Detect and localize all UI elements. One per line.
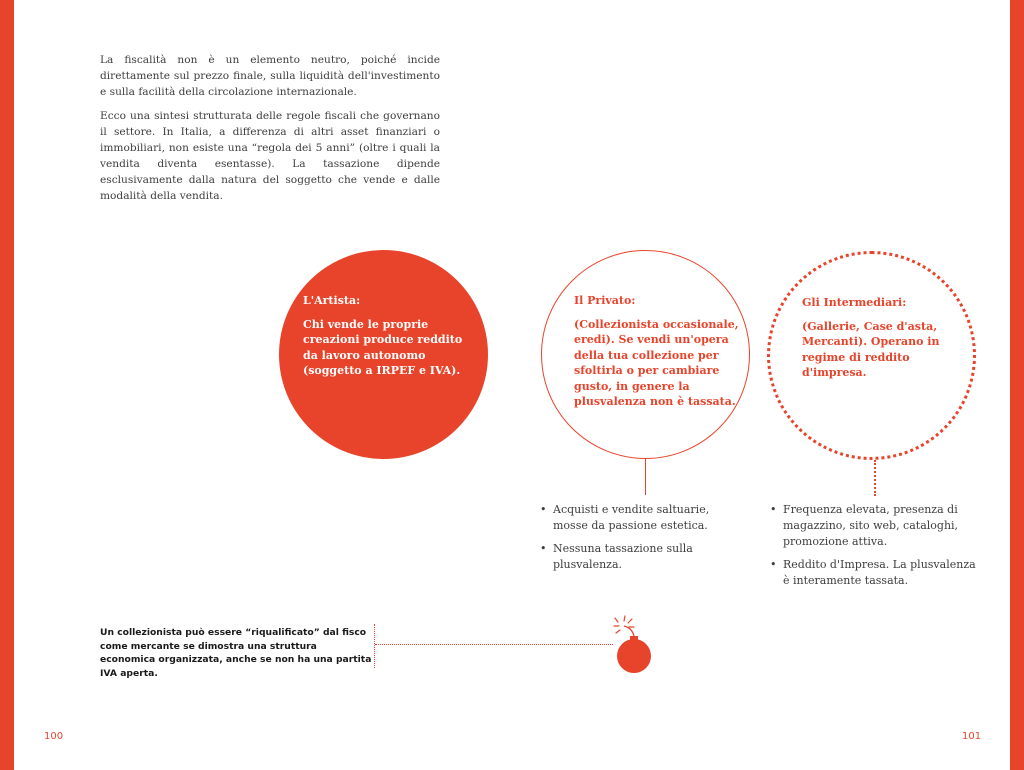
intro-paragraph-2: Ecco una sintesi strutturata delle regole fiscali che governano il settore. In Italia, a differenza di altri asset finanziari o immobiliari, non esiste una “regola dei 5 anni” (oltre i quali la vendita diventa esentasse). La tassazione dipende esclusivamente dalla natura del soggetto che vende e dalle modalità della vendita. <box>100 110 440 202</box>
intermediari-text <box>802 295 962 381</box>
privato-bullet-list <box>540 502 745 580</box>
warning-note: Un collezionista può essere “riqualificato” dal fisco come mercante se dimostra una struttura economica organizzata, anche se non ha una partita IVA aperta. <box>100 627 372 679</box>
privato-connector-line <box>645 459 646 495</box>
artista-text <box>303 293 463 379</box>
artista-title: L'Artista: <box>303 294 361 307</box>
list-item: • Acquisti e vendite saltuarie, mosse da passione estetica. <box>540 502 745 534</box>
list-item: • Nessuna tassazione sulla plusvalenza. <box>540 541 745 573</box>
page-number-right: 101 <box>962 731 982 742</box>
intermediari-bullet-list <box>770 502 985 596</box>
privato-title: Il Privato: <box>574 294 636 307</box>
privato-body: (Collezionista occasionale, eredi). Se vendi un'opera della tua collezione per sfoltirla o per cambiare gusto, in genere la plusvalenza non è tassata. <box>574 317 739 408</box>
page-number-left: 100 <box>44 731 64 742</box>
intermediari-title: Gli Intermediari: <box>802 296 907 309</box>
intermediari-body: (Gallerie, Case d'asta, Mercanti). Operano in regime di reddito d'impresa. <box>802 319 940 379</box>
intro-paragraph-1: La fiscalità non è un elemento neutro, poiché incide direttamente sul prezzo finale, sulla liquidità dell'investimento e sulla facilità della circolazione internazionale. <box>100 54 440 98</box>
bomb-icon <box>590 610 660 680</box>
left-edge-bar <box>0 0 14 770</box>
intro-text <box>100 52 440 212</box>
privato-text <box>574 293 744 410</box>
note-connector-line <box>375 644 613 645</box>
list-item: • Frequenza elevata, presenza di magazzino, sito web, cataloghi, promozione attiva. <box>770 502 985 550</box>
list-item: • Reddito d'Impresa. La plusvalenza è interamente tassata. <box>770 557 985 589</box>
artista-body: Chi vende le proprie creazioni produce reddito da lavoro autonomo (soggetto a IRPEF e IVA). <box>303 317 463 377</box>
right-edge-bar <box>1010 0 1024 770</box>
intermediari-connector-line <box>874 460 876 496</box>
note-divider-line <box>374 624 375 668</box>
